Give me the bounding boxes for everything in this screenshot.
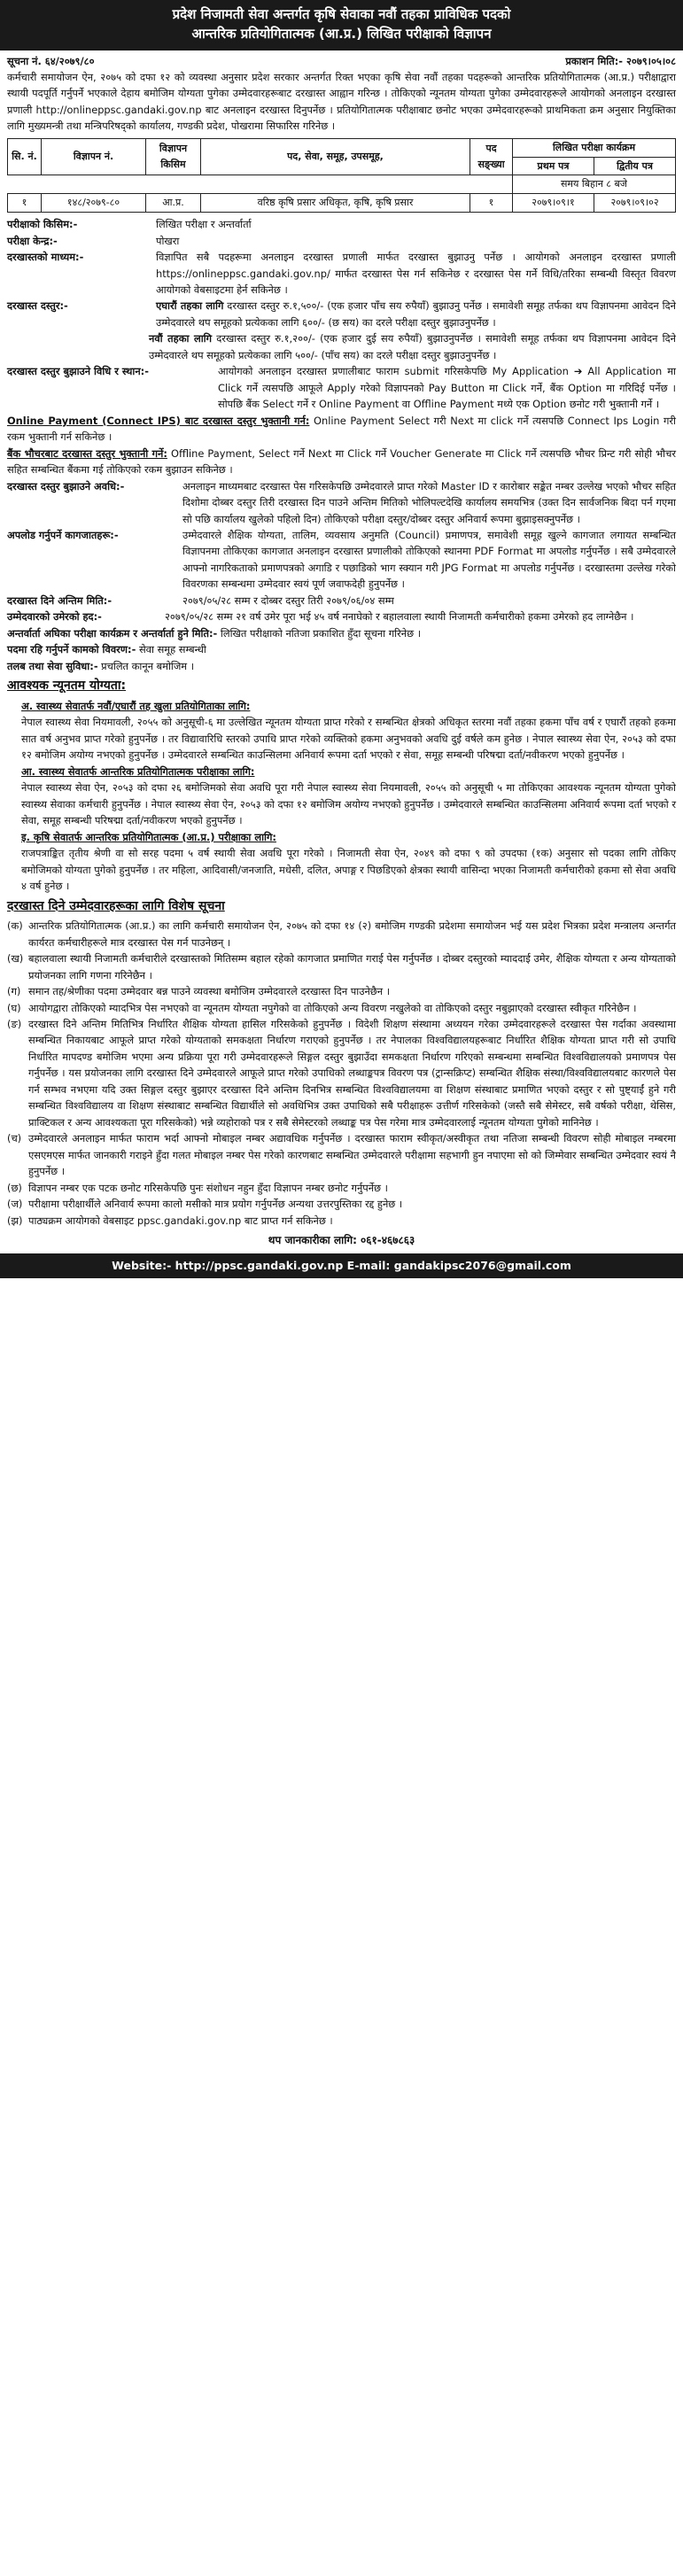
list-text: बहालवाला स्थायी निजामती कर्मचारीले दरखास्तको मितिसम्म बहाल रहेको कागजात प्रमाणित गराई पेस गर्नुपर्नेछ । दोब्बर दस्तुरको म्याददाई उमेर, शैक्षिक योग्यता र अन्य योग्यताको प्रयोजनका लागि गणना गरिनेछैन । xyxy=(28,952,676,982)
cell-sn: १ xyxy=(8,194,42,213)
list-item xyxy=(7,1000,676,1016)
cell-post: वरिष्ठ कृषि प्रसार अधिकृत, कृषि, कृषि प्रसार xyxy=(201,194,470,213)
bank-voucher-body xyxy=(7,446,676,478)
online-payment-body xyxy=(7,413,676,446)
cell-paper-1: २०७९।०९।१ xyxy=(513,194,594,213)
interview-note-label: अन्तर्वार्ता अघिका परीक्षा कार्यक्रम र अन्तर्वार्ता हुने मिति:- xyxy=(7,626,218,640)
qualification-b-title: आ. स्वास्थ्य सेवातर्फ आन्तरिक प्रतियोगितात्मक परीक्षाका लागि: xyxy=(21,764,255,778)
fee-method xyxy=(0,363,683,412)
table-row xyxy=(8,194,676,213)
interview-note xyxy=(0,625,683,641)
th-time: समय बिहान ८ बजे xyxy=(513,175,676,194)
fee-line-1-level: एघारौं तहका लागि xyxy=(156,299,224,313)
special-notice-list xyxy=(0,918,683,1229)
list-item xyxy=(7,950,676,983)
apply-medium-label: दरखास्तको माध्यम:- xyxy=(7,251,84,264)
contact-info: थप जानकारीका लागि: ०६१-४६७८६३ xyxy=(268,1234,415,1247)
online-payment xyxy=(0,413,683,446)
qualification-a-title: अ. स्वास्थ्य सेवातर्फ नवौं/एघारौं तह खुला प्रतियोगिताका लागि: xyxy=(21,699,251,712)
salary xyxy=(0,658,683,674)
th-sn: सि. नं. xyxy=(8,138,42,175)
upload-docs xyxy=(0,527,683,593)
th-ad-no: विज्ञापन नं. xyxy=(42,138,146,175)
list-marker: (च) xyxy=(7,1132,22,1145)
list-text: आन्तरिक प्रतियोगितात्मक (आ.प्र.) का लागि कर्मचारी समायोजन ऐन, २०७५ को दफा १४ (२) बमोजिम गण्डकी प्रदेशमा समायोजन भई यस प्रदेश भित्रका प्रदेश मन्त्रालय अन्तर्गत कार्यरत कर्मचारीहरूले मात्र दरखास्त पेस गर्न पाउनेछन् । xyxy=(28,919,676,949)
bank-voucher-label: बैंक भौचरबाट दरखास्त दस्तुर भुक्तानी गर्ने: xyxy=(7,446,167,460)
intro-paragraph: कर्मचारी समायोजन ऐन, २०७५ को दफा १२ को व्यवस्था अनुसार प्रदेश सरकार अन्तर्गत रिक्त भएका कृषि सेवा नवौं तहका पदहरूको आन्तरिक प्रतियोगितात्मक (आ.प्र.) परीक्षाद्वारा स्थायी पदपूर्ति गर्नुपर्ने भएकाले देहाय बमोजिम योग्यता पुगेका उम्मेदवारहरूबाट दरखास्त आह्वान गरिन्छ । तोकिएको न्यूनतम योग्यता पुगेका उम्मेदवारहरूले आयोगको अनलाइन दरखास्त प्रणाली http://onlineppsc.gandaki.gov.np बाट अनलाइन दरखास्त दिनुपर्नेछ । प्रतियोगितात्मक परीक्षाबाट छनोट भएका उम्मेदवारहरूको प्राथमिकता क्रम अनुसार नियुक्तिका लागि मुख्यमन्त्री तथा मन्त्रिपरिषद्को कार्यालय, गण्डकी प्रदेश, पोखरामा सिफारिस गरिनेछ । xyxy=(7,70,676,133)
list-marker: (घ) xyxy=(7,1001,21,1014)
exam-type xyxy=(0,216,683,232)
post-description xyxy=(0,641,683,657)
post-description-text: सेवा समूह सम्बन्धी xyxy=(138,643,206,656)
bank-voucher-text: Offline Payment, Select गर्ने Next मा Click गर्ने Voucher Generate मा Click गर्ने त्यसपछि भौचर प्रिन्ट गरी सोही भौचर सहित सम्बन्धित बैंकमा गई तोकिएको रकम बुझाउन सकिनेछ । xyxy=(7,446,677,477)
fee-line-2-text: दरखास्त दस्तुर रु.१,२००/- (एक हजार दुई सय रुपैयाँ) बुझाउनुपर्नेछ । समावेशी समूह तर्फका थप विज्ञापनमा आवेदन दिने उम्मेदवारले थप समूहको प्रत्येकका लागि ५००/- (पाँच सय) का दरले परीक्षा दस्तुर बुझाउनुपर्नेछ । xyxy=(149,332,676,361)
post-description-label: पदमा रहि गर्नुपर्ने कामको विवरण:- xyxy=(7,643,136,656)
notice-meta xyxy=(0,50,683,69)
th-exam-group: लिखित परीक्षा कार्यक्रम xyxy=(513,138,676,157)
post-description-body xyxy=(7,641,676,657)
upload-docs-text: उम्मेदवारले शैक्षिक योग्यता, तालिम, व्यवसाय अनुमति (Council) प्रमाणपत्र, समावेशी समूह खुल्ने कागजात लगायत सम्बन्धित विज्ञापनमा तोकिएका कागजात अनलाइन दरखास्त प्रणालीको तोकिएको स्थानमा PDF Format मा अपलोड गर्नुपर्नेछ । सबै उम्मेदवारले आफ्नो नागरिकताको प्रमाणपत्रको अगाडि र पछाडिको भाग स्क्यान गरी JPG Format मा अपलोड गर्नुपर्नेछ । दरखास्तमा उल्लेख गरेको विवरणका सम्बन्धमा उम्मेदवार स्वयं पूर्ण जवाफदेही हुनुपर्नेछ । xyxy=(182,529,676,591)
list-marker: (क) xyxy=(7,919,23,933)
vacancy-table xyxy=(7,138,676,213)
fee-line-1 xyxy=(156,298,676,330)
fee-line-2 xyxy=(0,330,683,363)
upload-docs-label: अपलोड गर्नुपर्ने कागजातहरू:- xyxy=(7,529,119,541)
list-text: दरखास्त दिने अन्तिम मितिभित्र निर्धारित शैक्षिक योग्यता हासिल गरिसकेको हुनुपर्नेछ । विदेशी शिक्षण संस्थामा अध्ययन गरेका उम्मेदवारहरूले दरखास्त पेस गर्दाका अवस्थामा सम्बन्धित निकायबाट आफूले प्राप्त गरेको योग्यताको समकक्षता निर्धारण गराएको हुनुपर्नेछ । तर नेपालका विश्वविद्यालयहरूबाट निर्धारित शैक्षिक योग्यता प्राप्त गरी सो उपाधि निर्धारित मापदण्ड बमोजिम भएमा अन्य प्रक्रिया पूरा गरी उम्मेदवारहरूले सिङ्गल दस्तुर बुझाउँदा समकक्षता निर्धारण गरिएको सम्बन्धमा सम्बन्धित विश्वविद्यालयको प्रमाणपत्र पेस गर्नुपर्नेछ । यस प्रयोजनका लागि दरखास्त दिने उम्मेदवारले आफूले प्राप्त गरेको उपाधिको लब्धाङ्कपत्र विवरण पत्र (ट्रान्सक्रिप्ट) सम्बन्धित शैक्षिक संस्था/विश्वविद्यालयबाट कारणले पेस गर्न सम्भव नभएमा यदि उक्त सिङ्गल दस्तुर बुझाएर दरखास्त दिने अन्तिम दिनभित्र सम्बन्धित विश्वविद्यालयमा वा शिक्षण संस्थाबाट प्रमाणित भएको दस्तुर र सो पुष्ट्याईं हुने गरी सम्बन्धित विश्वविद्यालय वा शिक्षण संस्थाबाट सम्बन्धित विद्यार्थीले सो अवधिभित्र उक्त उपाधिको सबै परीक्षाहरू उत्तीर्ण गरिसकेको (जस्तै सबै सेमेस्टर, सबै वर्षको परीक्षा, थेसिस, प्राक्टिकल र अन्य आवश्यकता पूरा गरिसकेको) भन्ने व्यहोराको पत्र र सबै सेमेस्टरको लब्धाङ्क पत्र पेस गरेमा मात्र उम्मेदवारलाई न्यूनतम योग्यता पुगेको मानिनेछ । xyxy=(28,1018,676,1129)
age-limit xyxy=(0,609,683,625)
fee-label: दरखास्त दस्तुर:- xyxy=(7,299,68,313)
header-line-1: प्रदेश निजामती सेवा अन्तर्गत कृषि सेवाका नवौं तहका प्राविधिक पदको xyxy=(172,6,511,22)
interview-note-text: लिखित परीक्षाको नतिजा प्रकाशित हुँदा सूचना गरिनेछ । xyxy=(220,626,422,640)
deadline-text: २०७९/०५/२८ सम्म र दोब्बर दस्तुर तिरी २०७९/०६/०४ सम्म xyxy=(182,594,394,607)
th-paper-2: द्वितीय पत्र xyxy=(594,157,676,175)
list-marker: (ग) xyxy=(7,985,21,998)
salary-text: प्रचलित कानून बमोजिम । xyxy=(101,659,195,672)
fee-line-2-level: नवौं तहका लागि xyxy=(149,332,213,345)
fee-submit xyxy=(0,478,683,527)
fee-method-text-b: All Application मा Click गर्ने त्यसपछि आफूले Apply गरेको विज्ञापनको Pay Button मा Click गर्ने, बैंक Option मा गरिदिई पर्नेछ । सोपछि बैंक Select गर्ने र Online Payment वा Offline Payment मध्ये एक Option छनोट गरी भुक्तानी गर्ने । xyxy=(218,365,676,411)
application-fee xyxy=(0,298,683,330)
cell-count: १ xyxy=(470,194,513,213)
fee-line-1-text: दरखास्त दस्तुर रु.१,५००/- (एक हजार पाँच सय रुपैयाँ) बुझाउनु पर्नेछ । समावेशी समूह तर्फका थप विज्ञापनमा आवेदन दिने उम्मेदवारले थप समूहको प्रत्येकका लागि ६००/- (छ सय) का दरले परीक्षा दस्तुर बुझाउनुपर्नेछ । xyxy=(156,299,676,329)
exam-center-label: परीक्षा केन्द्र:- xyxy=(7,234,58,247)
list-item xyxy=(7,1180,676,1196)
deadline-label: दरखास्त दिने अन्तिम मिति:- xyxy=(7,594,113,607)
exam-center-value: पोखरा xyxy=(156,234,180,247)
qualification-title: आवश्यक न्यूनतम योग्यता: xyxy=(7,679,127,694)
fee-submit-label: दरखास्त दस्तुर बुझाउने अवधि:- xyxy=(7,479,125,493)
th-count: पद सङ्ख्या xyxy=(470,138,513,175)
list-item xyxy=(7,1130,676,1179)
qualification-a-text: नेपाल स्वास्थ्य सेवा नियमावली, २०५५ को अनुसूची-६ मा उल्लेखित न्यूनतम योग्यता प्राप्त गरेको र सम्बन्धित क्षेत्रको अधिकृत स्तरमा नवौं तहका हकमा पाँच वर्ष र एघारौं तहको हकमा सात वर्ष अनुभव प्राप्त गरेको हुनुपर्नेछ । तर विद्यावारिधि स्तरको उपाधि प्राप्त गरेको व्यक्तिको हकमा अनुभवको अवधि दुई वर्षले कम हुनेछ । नेपाल स्वास्थ्य सेवा ऐन, २०५३ को दफा १२ बमोजिम अयोग्य नभएको हुनुपर्नेछ । उम्मेदवारले सम्बन्धित काउन्सिलमा अनिवार्य रूपमा दर्ता भएको र सेवा, समूह सम्बन्धी परिषद्मा दर्ता/नवीकरण भएको हुनुपर्नेछ । xyxy=(21,716,676,762)
th-paper-1: प्रथम पत्र xyxy=(513,157,594,175)
list-text: आयोगद्वारा तोकिएको म्यादभित्र पेस नभएको वा न्यूनतम योग्यता नपुगेको वा तोकिएको अन्य विवरण नखुलेको वा तोकिएको दस्तुर नबुझाएको दरखास्त स्वीकृत गरिनेछैन । xyxy=(28,1001,637,1014)
fee-method-body xyxy=(218,363,676,412)
footer-banner[interactable]: Website:- http://ppsc.gandaki.gov.np E-mail: gandakipsc2076@gmail.com xyxy=(0,1253,683,1278)
arrow-right-icon: ➔ xyxy=(573,365,583,378)
apply-medium-text: विज्ञापित सबै पदहरूमा अनलाइन दरखास्त प्रणाली मार्फत दरखास्त बुझाउनु पर्नेछ । आयोगको अनलाइन दरखास्त प्रणाली https://onlineppsc.gandaki.gov.np/ मार्फत दरखास्त पेस गर्न सकिनेछ र दरखास्त पेस गर्ने विधि/तरिका सम्बन्धी विस्तृत विवरण आयोगको वेबसाइटमा हेर्न सकिनेछ । xyxy=(156,251,676,296)
exam-type-value: लिखित परीक्षा र अन्तर्वार्ता xyxy=(156,218,252,231)
cell-paper-2: २०७९।०९।०२ xyxy=(594,194,676,213)
online-payment-label: Online Payment (Connect IPS) बाट दरखास्त दस्तुर भुक्तानी गर्न: xyxy=(7,414,310,427)
cell-type: आ.प्र. xyxy=(146,194,201,213)
list-item xyxy=(7,1213,676,1229)
online-payment-text: Online Payment Select गरी Next मा click गर्ने त्यसपछि Connect Ips Login गरी रकम भुक्तानी गर्न सकिनेछ । xyxy=(7,414,677,444)
fee-method-text-a: आयोगको अनलाइन दरखास्त प्रणालीबाट फाराम submit गरिसकेपछि My Application xyxy=(218,365,569,378)
list-item xyxy=(7,983,676,999)
salary-body xyxy=(7,658,676,674)
publish-date: प्रकाशन मिति:- २०७९।०५।०८ xyxy=(565,54,676,67)
qualification-b-text: नेपाल स्वास्थ्य सेवा ऐन, २०५३ को दफा २६ बमोजिमको सेवा अवधि पूरा गरी नेपाल स्वास्थ्य सेवा नियमावली, २०५५ को अनुसूची ५ मा तोकिएका आवश्यक न्यूनतम योग्यता पुगेको स्वास्थ्य सेवाका कर्मचारी हुनुपर्नेछ । नेपाल स्वास्थ्य सेवा ऐन, २०५३ को दफा १२ बमोजिम अयोग्य नभएको हुनुपर्नेछ । उम्मेदवारले सम्बन्धित काउन्सिलमा अनिवार्य रूपमा दर्ता भएको र सेवा, समूह सम्बन्धी परिषद्मा दर्ता/नवीकरण भएको हुनुपर्नेछ । xyxy=(21,781,676,827)
age-limit-text: २०७९/०५/२८ सम्म २१ वर्ष उमेर पूरा भई ४५ वर्ष ननाघेको र बहालवाला स्थायी निजामती कर्मचारीको हकमा उमेरको हद लाग्नेछैन । xyxy=(165,610,634,624)
salary-label: तलब तथा सेवा सुविधा:- xyxy=(7,659,98,672)
special-notice-title: दरखास्त दिने उम्मेदवारहरूका लागि विशेष सूचना xyxy=(7,898,225,913)
qualification-c-text: राजपत्राङ्कित तृतीय श्रेणी वा सो सरह पदमा ५ वर्ष स्थायी सेवा अवधि पूरा गरेको । निजामती सेवा ऐन, २०४९ को दफा ९ को उपदफा (१क) अनुसार सो पदका लागि तोकिए बमोजिमको योग्यता पुगेको हुनुपर्नेछ । तर महिला, आदिवासी/जनजाति, मधेसी, दलित, अपाङ्ग र पिछडिएको क्षेत्रका स्थायी वासिन्दा भएका निजामती कर्मचारीको हकमा सो सेवा अवधि ४ वर्ष हुनेछ । xyxy=(21,847,676,893)
list-item xyxy=(7,918,676,950)
exam-type-label: परीक्षाको किसिम:- xyxy=(7,218,78,231)
th-type: विज्ञापन किसिम xyxy=(146,138,201,175)
fee-submit-text: अनलाइन माध्यमबाट दरखास्त पेस गरिसकेपछि उम्मेदवारले प्राप्त गरेको Master ID र कारोबार सङ्केत नम्बर उल्लेख भएको भौचर सहित दिशोमा दोब्बर दस्तुर तिरी दरखास्त दिन पाउने अन्तिम मितिको भोलिपल्टदेखि कार्यालय समयभित्र (उक्त दिन सार्वजनिक बिदा पर्न गएमा सो पछि कार्यालय खुलेको पहिलो दिन) तोकिएको परीक्षा दस्तुर/दोब्बर दस्तुर अनिवार्य रूपमा बुझाइसक्नुपर्नेछ । xyxy=(182,479,676,525)
list-text: परीक्षामा परीक्षार्थीले अनिवार्य रूपमा कालो मसीको मात्र प्रयोग गर्नुपर्नेछ अन्यथा उत्तरपुस्तिका रद्द हुनेछ । xyxy=(28,1198,403,1211)
header-banner xyxy=(0,0,683,50)
list-marker: (ज) xyxy=(7,1198,23,1211)
th-post: पद, सेवा, समूह, उपसमूह, xyxy=(201,138,470,175)
cell-ad-no: १४८/२०७९-८० xyxy=(42,194,146,213)
age-limit-label: उम्मेदवारको उमेरको हद:- xyxy=(7,610,102,624)
list-marker: (ख) xyxy=(7,952,24,966)
list-marker: (झ) xyxy=(7,1214,23,1227)
fee-method-label: दरखास्त दस्तुर बुझाउने विधि र स्थान:- xyxy=(7,365,149,378)
list-text: विज्ञापन नम्बर एक पटक छनोट गरिसकेपछि पुनः संशोधन नहुन हुँदा विज्ञापन नम्बर छनोट गर्नुपर्नेछ । xyxy=(28,1181,388,1194)
notice-number: सूचना नं. ६४/२०७९/८० xyxy=(7,54,95,67)
list-marker: (ङ) xyxy=(7,1018,22,1030)
header-line-2: आन्तरिक प्रतियोगितात्मक (आ.प्र.) लिखित परीक्षाको विज्ञापन xyxy=(191,25,492,42)
list-marker: (छ) xyxy=(7,1181,22,1194)
bank-voucher xyxy=(0,446,683,478)
qualification-c-title: इ. कृषि सेवातर्फ आन्तरिक प्रतियोगितात्मक (आ.प्र.) परीक्षाका लागि: xyxy=(21,830,276,843)
list-text: समान तह/श्रेणीका पदमा उम्मेदवार बन्न पाउने व्यवस्था बमोजिम उम्मेदवारले दरखास्त दिन पाउनेछैन । xyxy=(28,985,391,998)
exam-center xyxy=(0,233,683,249)
list-item xyxy=(7,1016,676,1130)
apply-medium xyxy=(0,249,683,298)
list-text: पाठ्यक्रम आयोगको वेबसाइट ppsc.gandaki.gov.np बाट प्राप्त गर्न सकिनेछ । xyxy=(28,1214,333,1227)
interview-note-body xyxy=(7,625,676,641)
list-item xyxy=(7,1196,676,1212)
list-text: उम्मेदवारले अनलाइन मार्फत फाराम भर्दा आफ्नो मोबाइल नम्बर अद्यावधिक गर्नुपर्नेछ । दरखास्त फाराम स्वीकृत/अस्वीकृत तथा नतिजा सम्बन्धी विवरण सोही मोबाइल नम्बरमा एसएमएस मार्फत जानकारी गराइने हुँदा गलत मोबाइल नम्बर पेस गरेको कारणबाट सम्बन्धित उम्मेदवारले परीक्षामा सहभागी हुन नपाएमा सो को जिम्मेवार सम्बन्धित उम्मेदवार स्वयं नै हुनुपर्नेछ । xyxy=(28,1132,676,1178)
deadline xyxy=(0,593,683,609)
